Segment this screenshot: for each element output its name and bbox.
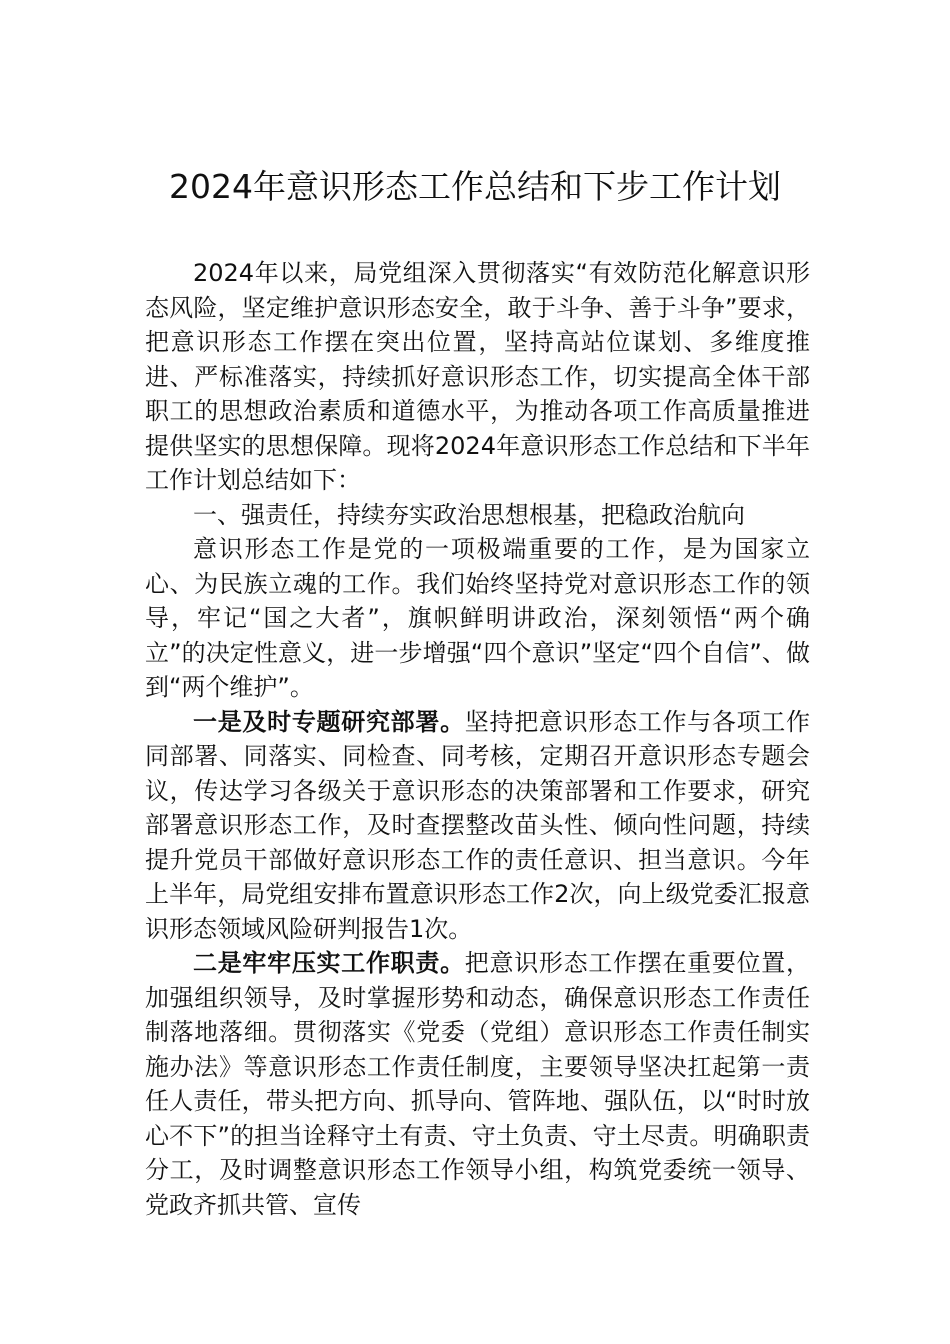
paragraph-text: 把意识形态工作摆在重要位置，加强组织领导，及时掌握形势和动态，确保意识形态工作责任制落地落细。贯彻落实《党委（党组）意识形态工作责任制实施办法》等意识形态工作责任制度，主要领导坚决扛起第一责任人责任，带头把方向、抓导向、管阵地、强队伍，以“时时放心不下”的担当诠释守土有责、守土负责、守土尽责。明确职责分工，及时调整意识形态工作领导小组，构筑党委统一领导、党政齐抓共管、宣传 <box>145 949 811 1219</box>
section-heading-text: 一、强责任，持续夯实政治思想根基，把稳政治航向 <box>193 500 745 529</box>
document-body <box>145 256 810 1222</box>
paragraph-intro <box>145 256 810 498</box>
paragraph-point-2 <box>145 946 810 1222</box>
document-title: 2024年意识形态工作总结和下步工作计划 <box>169 167 781 206</box>
paragraph-text: 意识形态工作是党的一项极端重要的工作，是为国家立心、为民族立魂的工作。我们始终坚持党对意识形态工作的领导，牢记“国之大者”，旗帜鲜明讲政治，深刻领悟“两个确立”的决定性意义，进一步增强“四个意识”坚定“四个自信”、做到“两个维护”。 <box>145 535 810 701</box>
paragraph-point-1 <box>145 705 810 947</box>
paragraph-lead: 二是牢牢压实工作职责。 <box>193 949 465 977</box>
paragraph-lead: 一是及时专题研究部署。 <box>193 707 465 736</box>
paragraph-text: 坚持把意识形态工作与各项工作同部署、同落实、同检查、同考核，定期召开意识形态专题会议，传达学习各级关于意识形态的决策部署和工作要求，研究部署意识形态工作，及时查摆整改苗头性、倾向性问题，持续提升党员干部做好意识形态工作的责任意识、担当意识。今年上半年，局党组安排布置意识形态工作2次，向上级党委汇报意识形态领域风险研判报告1次。 <box>145 707 811 943</box>
section-heading-1 <box>145 498 810 533</box>
paragraph-section-1 <box>145 532 810 705</box>
paragraph-text: 2024年以来，局党组深入贯彻落实“有效防范化解意识形态风险，坚定维护意识形态安全，敢于斗争、善于斗争”要求，把意识形态工作摆在突出位置，坚持高站位谋划、多维度推进、严标准落实，持续抓好意识形态工作，切实提高全体干部职工的思想政治素质和道德水平，为推动各项工作高质量推进提供坚实的思想保障。现将2024年意识形态工作总结和下半年工作计划总结如下： <box>145 259 810 494</box>
